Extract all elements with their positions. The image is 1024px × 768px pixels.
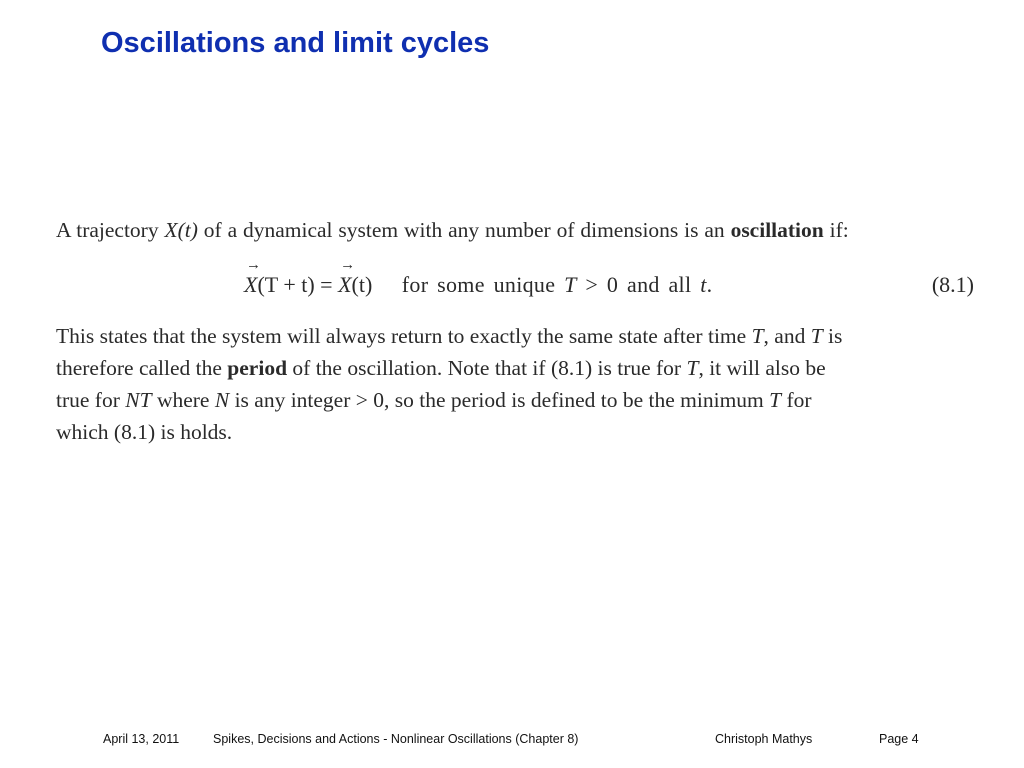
condition-pre: for some unique: [401, 272, 565, 297]
equation-8-1: [244, 272, 712, 298]
footer-page: Page 4: [879, 732, 919, 746]
para-l3-N: N: [214, 388, 230, 412]
para-l1-T1: T: [751, 324, 764, 348]
paragraph-line-1: [56, 324, 842, 349]
trajectory-variable: X(t): [164, 218, 198, 242]
para-l2-T: T: [686, 356, 699, 380]
para-l1-pre: This states that the system will always return to exactly the same state after time: [56, 324, 752, 348]
para-l2-mid: of the oscillation. Note that if (8.1) is true for: [287, 356, 687, 380]
equation-condition: [402, 272, 713, 297]
definition-text-pre: A trajectory: [56, 218, 165, 242]
definition-text-post: if:: [823, 218, 849, 242]
para-l3-NT: NT: [125, 388, 152, 412]
equation-number: (8.1): [931, 272, 974, 297]
para-l2-pre: therefore called the: [56, 356, 228, 380]
para-l1-T2: T: [810, 324, 823, 348]
footer-course: Spikes, Decisions and Actions - Nonlinear Oscillations (Chapter 8): [213, 732, 579, 746]
para-l3-pre: true for: [56, 388, 126, 412]
vector-x-lhs: → X: [244, 272, 257, 297]
period-term: period: [227, 356, 288, 380]
equation-rhs-rest: (t): [351, 272, 373, 297]
definition-text-mid: of a dynamical system with any number of dimensions is an: [197, 218, 731, 242]
para-l3-T: T: [769, 388, 782, 412]
footer-date: April 13, 2011: [103, 732, 180, 746]
scanned-excerpt: [56, 210, 976, 450]
condition-T: T: [564, 272, 577, 297]
paragraph-line-2: [56, 356, 826, 381]
para-l3-mid2: is any integer > 0, so the period is defined to be the minimum: [229, 388, 770, 412]
oscillation-term: oscillation: [730, 218, 824, 242]
para-l3-post: for: [781, 388, 812, 412]
condition-mid: > 0 and all: [576, 272, 701, 297]
definition-line: [56, 218, 849, 243]
para-l1-post: is: [822, 324, 843, 348]
paragraph-line-3: [56, 388, 812, 413]
vector-x-rhs: → X: [338, 272, 351, 297]
equation-lhs-rest: (T + t) =: [257, 272, 339, 297]
slide-title: Oscillations and limit cycles: [101, 27, 490, 59]
condition-t: t: [700, 272, 707, 297]
para-l2-post: , it will also be: [698, 356, 826, 380]
paragraph-line-4: which (8.1) is holds.: [56, 420, 233, 444]
condition-end: .: [706, 272, 713, 297]
para-l1-mid: , and: [763, 324, 811, 348]
footer-author: Christoph Mathys: [715, 732, 813, 746]
para-l3-mid: where: [151, 388, 215, 412]
